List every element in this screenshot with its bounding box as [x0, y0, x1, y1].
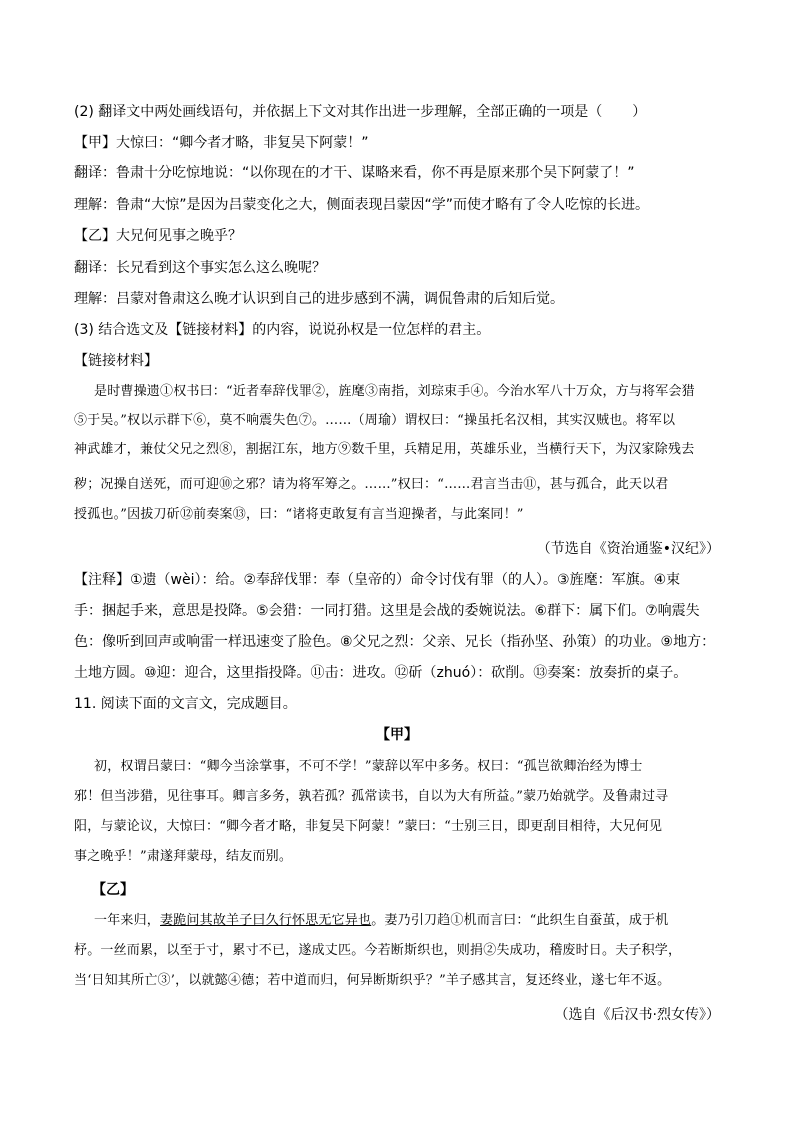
q2-jia-head: 【甲】大惊曰：“卿今者才略，非复吴下阿蒙！” — [74, 135, 369, 151]
yi-source: （选自《后汉书·烈女传》） — [554, 1007, 720, 1023]
yi-text-line: 当‘日知其所亡③’，以就懿④德；若中道而归，何异断斯织乎？”羊子感其言，复还终业，遂七年不返。 — [74, 973, 671, 988]
link-material-label: 【链接材料】 — [74, 353, 158, 369]
link-material-line: 神武雄才，兼仗父兄之烈⑧，割据江东，地方⑨数千里，兵精足用，英雄乐业，当横行天下，为汉家除残去 — [74, 442, 695, 457]
q2-jia-translation: 翻译：鲁肃十分吃惊地说：“以你现在的才干、谋略来看，你不再是原来那个吴下阿蒙了！” — [74, 165, 635, 181]
q2-yi-head: 【乙】大兄何见事之晚乎？ — [74, 228, 242, 244]
q11-stem: 11. 阅读下面的文言文，完成题目。 — [74, 696, 297, 712]
jia-text-line: 初，权谓吕蒙曰：“卿今当涂掌事，不可不学！”蒙辞以军中多务。权曰：“孤岂欲卿治经为博士 — [94, 759, 643, 774]
annotation-line: 色：像听到回声或响雷一样迅速变了脸色。⑧父兄之烈：父亲、兄长（指孙坚、孙策）的功业。⑨地方： — [74, 634, 716, 650]
q2-yi-understanding: 理解：吕蒙对鲁肃这么晚才认识到自己的进步感到不满，调侃鲁肃的后知后觉。 — [74, 291, 564, 307]
jia-text-line: 事之晚乎！”肃遂拜蒙母，结友而别。 — [74, 849, 293, 864]
annotation-line: 土地方圆。⑩迎：迎合，这里指投降。⑪击：进攻。⑫斫（zhuó）：砍削。⑬奏案：放奏折的桌子。 — [74, 665, 688, 681]
jia-text-line: 阳，与蒙论议，大惊曰：“卿今者才略，非复吴下阿蒙！”蒙曰：“士别三日，即更刮目相待，大兄何见 — [74, 819, 663, 834]
jia-text-line: 邪！但当涉猎，见往事耳。卿言多务，孰若孤？孤常读书，自以为大有所益。”蒙乃始就学。及鲁肃过寻 — [74, 789, 669, 804]
jia-title: 【甲】 — [376, 727, 418, 743]
q3-stem: (3) 结合选文及【链接材料】的内容，说说孙权是一位怎样的君主。 — [74, 322, 491, 338]
link-material-line: ⑤于吴。”权以示群下⑥，莫不响震失色⑦。……（周瑜）谓权曰：“操虽托名汉相，其实汉贼也。将军以 — [74, 413, 676, 428]
q2-jia-understanding: 理解：鲁肃“大惊”是因为吕蒙变化之大，侧面表现吕蒙因“学”而使才略有了令人吃惊的长进。 — [74, 197, 650, 213]
yi-text-line: 杼。一丝而累，以至于寸，累寸不已，遂成丈匹。今若断斯织也，则捐②失成功，稽废时日。夫子积学， — [74, 943, 682, 958]
link-material-source: （节选自《资治通鉴•汉纪》） — [536, 541, 720, 557]
q2-yi-translation: 翻译：长兄看到这个事实怎么这么晚呢？ — [74, 260, 326, 276]
annotation-line: 手：捆起手来，意思是投降。⑤会猎：一同打猎。这里是会战的委婉说法。⑥群下：属下们。⑦响震失 — [74, 603, 700, 619]
link-material-line: 授孤也。”因拔刀斫⑫前奏案⑬，曰：“诸将吏敢复有言当迎操者，与此案同！” — [74, 507, 524, 522]
annotation-line: 【注释】①遗（wèi）：给。②奉辞伐罪：奉（皇帝的）命令讨伐有罪（的人）。③旌麾：军旗。④束 — [74, 572, 681, 588]
yi-title: 【乙】 — [92, 882, 134, 898]
link-material-line: 秽；况操自送死，而可迎⑩之邪？请为将军筹之。……”权曰：“……君言当击⑪，甚与孤合，此天以君 — [74, 477, 669, 492]
q2-stem: (2) 翻译文中两处画线语句，并依据上下文对其作出进一步理解，全部正确的一项是（ ） — [74, 104, 647, 120]
link-material-line: 是时曹操遗①权书曰：“近者奉辞伐罪②，旌麾③南指，刘琮束手④。今治水军八十万众，方与将军会猎 — [94, 384, 695, 399]
yi-underlined-sentence: 妻跪问其故羊子曰久行怀思无它异也 — [160, 913, 372, 928]
yi-text-line: 一年来归，妻跪问其故羊子曰久行怀思无它异也。妻乃引刀趋①机而言曰：“此织生自蚕茧，成于机 — [94, 913, 669, 928]
